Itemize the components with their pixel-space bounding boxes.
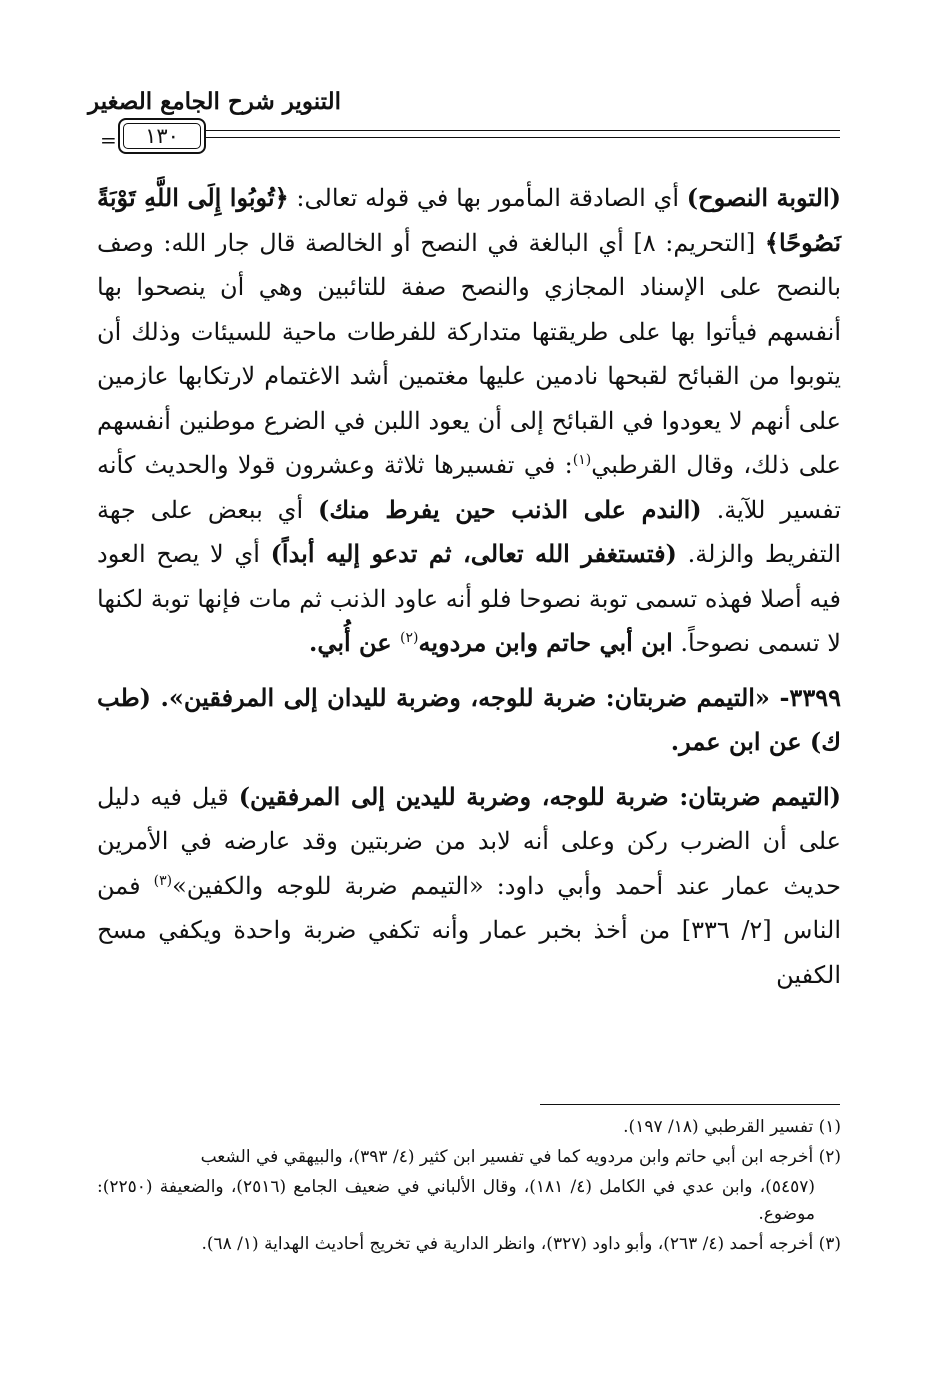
text-run: أي ببعض على جهة التفريط والزلة. <box>97 495 841 568</box>
quoted-hadith-phrase: (فتستغفر الله تعالى، ثم تدعو إليه أبداً) <box>270 539 677 568</box>
running-title: التنوير شرح الجامع الصغير <box>88 88 341 115</box>
text-run: : في تفسيرها ثلاثة وعشرون قولا والحديث كأنه تفسير للآية. <box>97 451 842 524</box>
footnote-ref: (١) <box>572 452 592 468</box>
header-rule <box>205 130 840 138</box>
page-number: ١٣٠ <box>118 118 206 154</box>
footnote-ref: (٢) <box>399 630 419 646</box>
quoted-hadith-phrase: (التيمم ضربتان: ضربة للوجه، وضربة لليدين إلى المرفقين) <box>238 781 841 811</box>
quoted-hadith-phrase: (الندم على الذنب حين يفرط منك) <box>318 494 702 524</box>
hadith-number: ٣٣٩٩- <box>769 682 841 712</box>
text-run: فمن الناس [٢/ ٣٣٦] من أخذ بخبر عمار وأنه تكفي ضربة واحدة ويكفي مسح الكفين <box>97 871 841 989</box>
hadith-text: «التيمم ضربتان: ضربة للوجه، وضربة لليدان إلى المرفقين». (طب ك) عن ابن عمر. <box>97 682 841 756</box>
paragraph-commentary-1 <box>97 176 841 666</box>
footnotes <box>97 1114 841 1261</box>
footnote-separator <box>540 1104 840 1105</box>
footnote-1: (١) تفسير القرطبي (١٨/ ١٩٧). <box>623 1117 841 1137</box>
source-attribution: عن أُبي. <box>308 628 400 657</box>
hadith-entry <box>97 676 841 765</box>
header-ornament: = <box>100 128 117 152</box>
paragraph-commentary-2 <box>97 775 841 998</box>
text-run: قيل فيه دليل على أن الضرب ركن وعلى أنه لابد من ضربتين وقد عارضه في الأمرين حديث عمار عند أحمد وأبي داود: «التيمم ضربة للوجه والكفين» <box>97 782 842 900</box>
main-text <box>97 176 841 997</box>
quoted-hadith-phrase: (التوبة النصوح) <box>686 183 842 212</box>
footnote-ref: (٣) <box>153 872 173 889</box>
quran-verse: ﴿تُوبُوا إِلَى اللَّهِ تَوْبَةً نَصُوحًا﴾ <box>97 183 841 257</box>
text-run: أي لا يصح العود فيه أصلا فهذه تسمى توبة نصوحا فلو أنه عاود الذنب ثم مات فإنها توبة لكنها لا تسمى نصوحاً. <box>97 540 841 657</box>
text-run: أي الصادقة المأمور بها في قوله تعالى: <box>288 184 687 212</box>
footnote-2: (٢) أخرجه ابن أبي حاتم وابن مردويه كما في تفسير ابن كثير (٤/ ٣٩٣)، والبيهقي في الشعب <box>200 1147 841 1167</box>
text-run: [التحريم: ٨] أي البالغة في النصح أو الخالصة قال جار الله: وصف بالنصح على الإسناد المجازي والنصح صفة للتائبين وهي أن ينصحوا بها أنفسهم فيأتوا بها على طريقتها متداركة للفرطات ماحية للسيئات وذلك أن يتوبوا من القبائح لقبحها نادمين عليها مغتمين أشد الاغتمام لارتكابها عازمين على أنهم لا يعودوا في القبائح إلى أن يعود اللبن في الضرع موطنين أنفسهم على ذلك، وقال القرطبي <box>97 228 841 479</box>
source-attribution: ابن أبي حاتم وابن مردويه <box>418 628 673 657</box>
footnote-2-continued: (٥٤٥٧)، وابن عدي في الكامل (٤/ ١٨١)، وقال الألباني في ضعيف الجامع (٢٥١٦)، والضعيفة (٢٢٥٠): موضوع. <box>97 1177 815 1224</box>
footnote-3: (٣) أخرجه أحمد (٤/ ٢٦٣)، وأبو داود (٣٢٧)، وانظر الدارية في تخريج أحاديث الهداية (١/ ٦٨). <box>201 1234 841 1254</box>
